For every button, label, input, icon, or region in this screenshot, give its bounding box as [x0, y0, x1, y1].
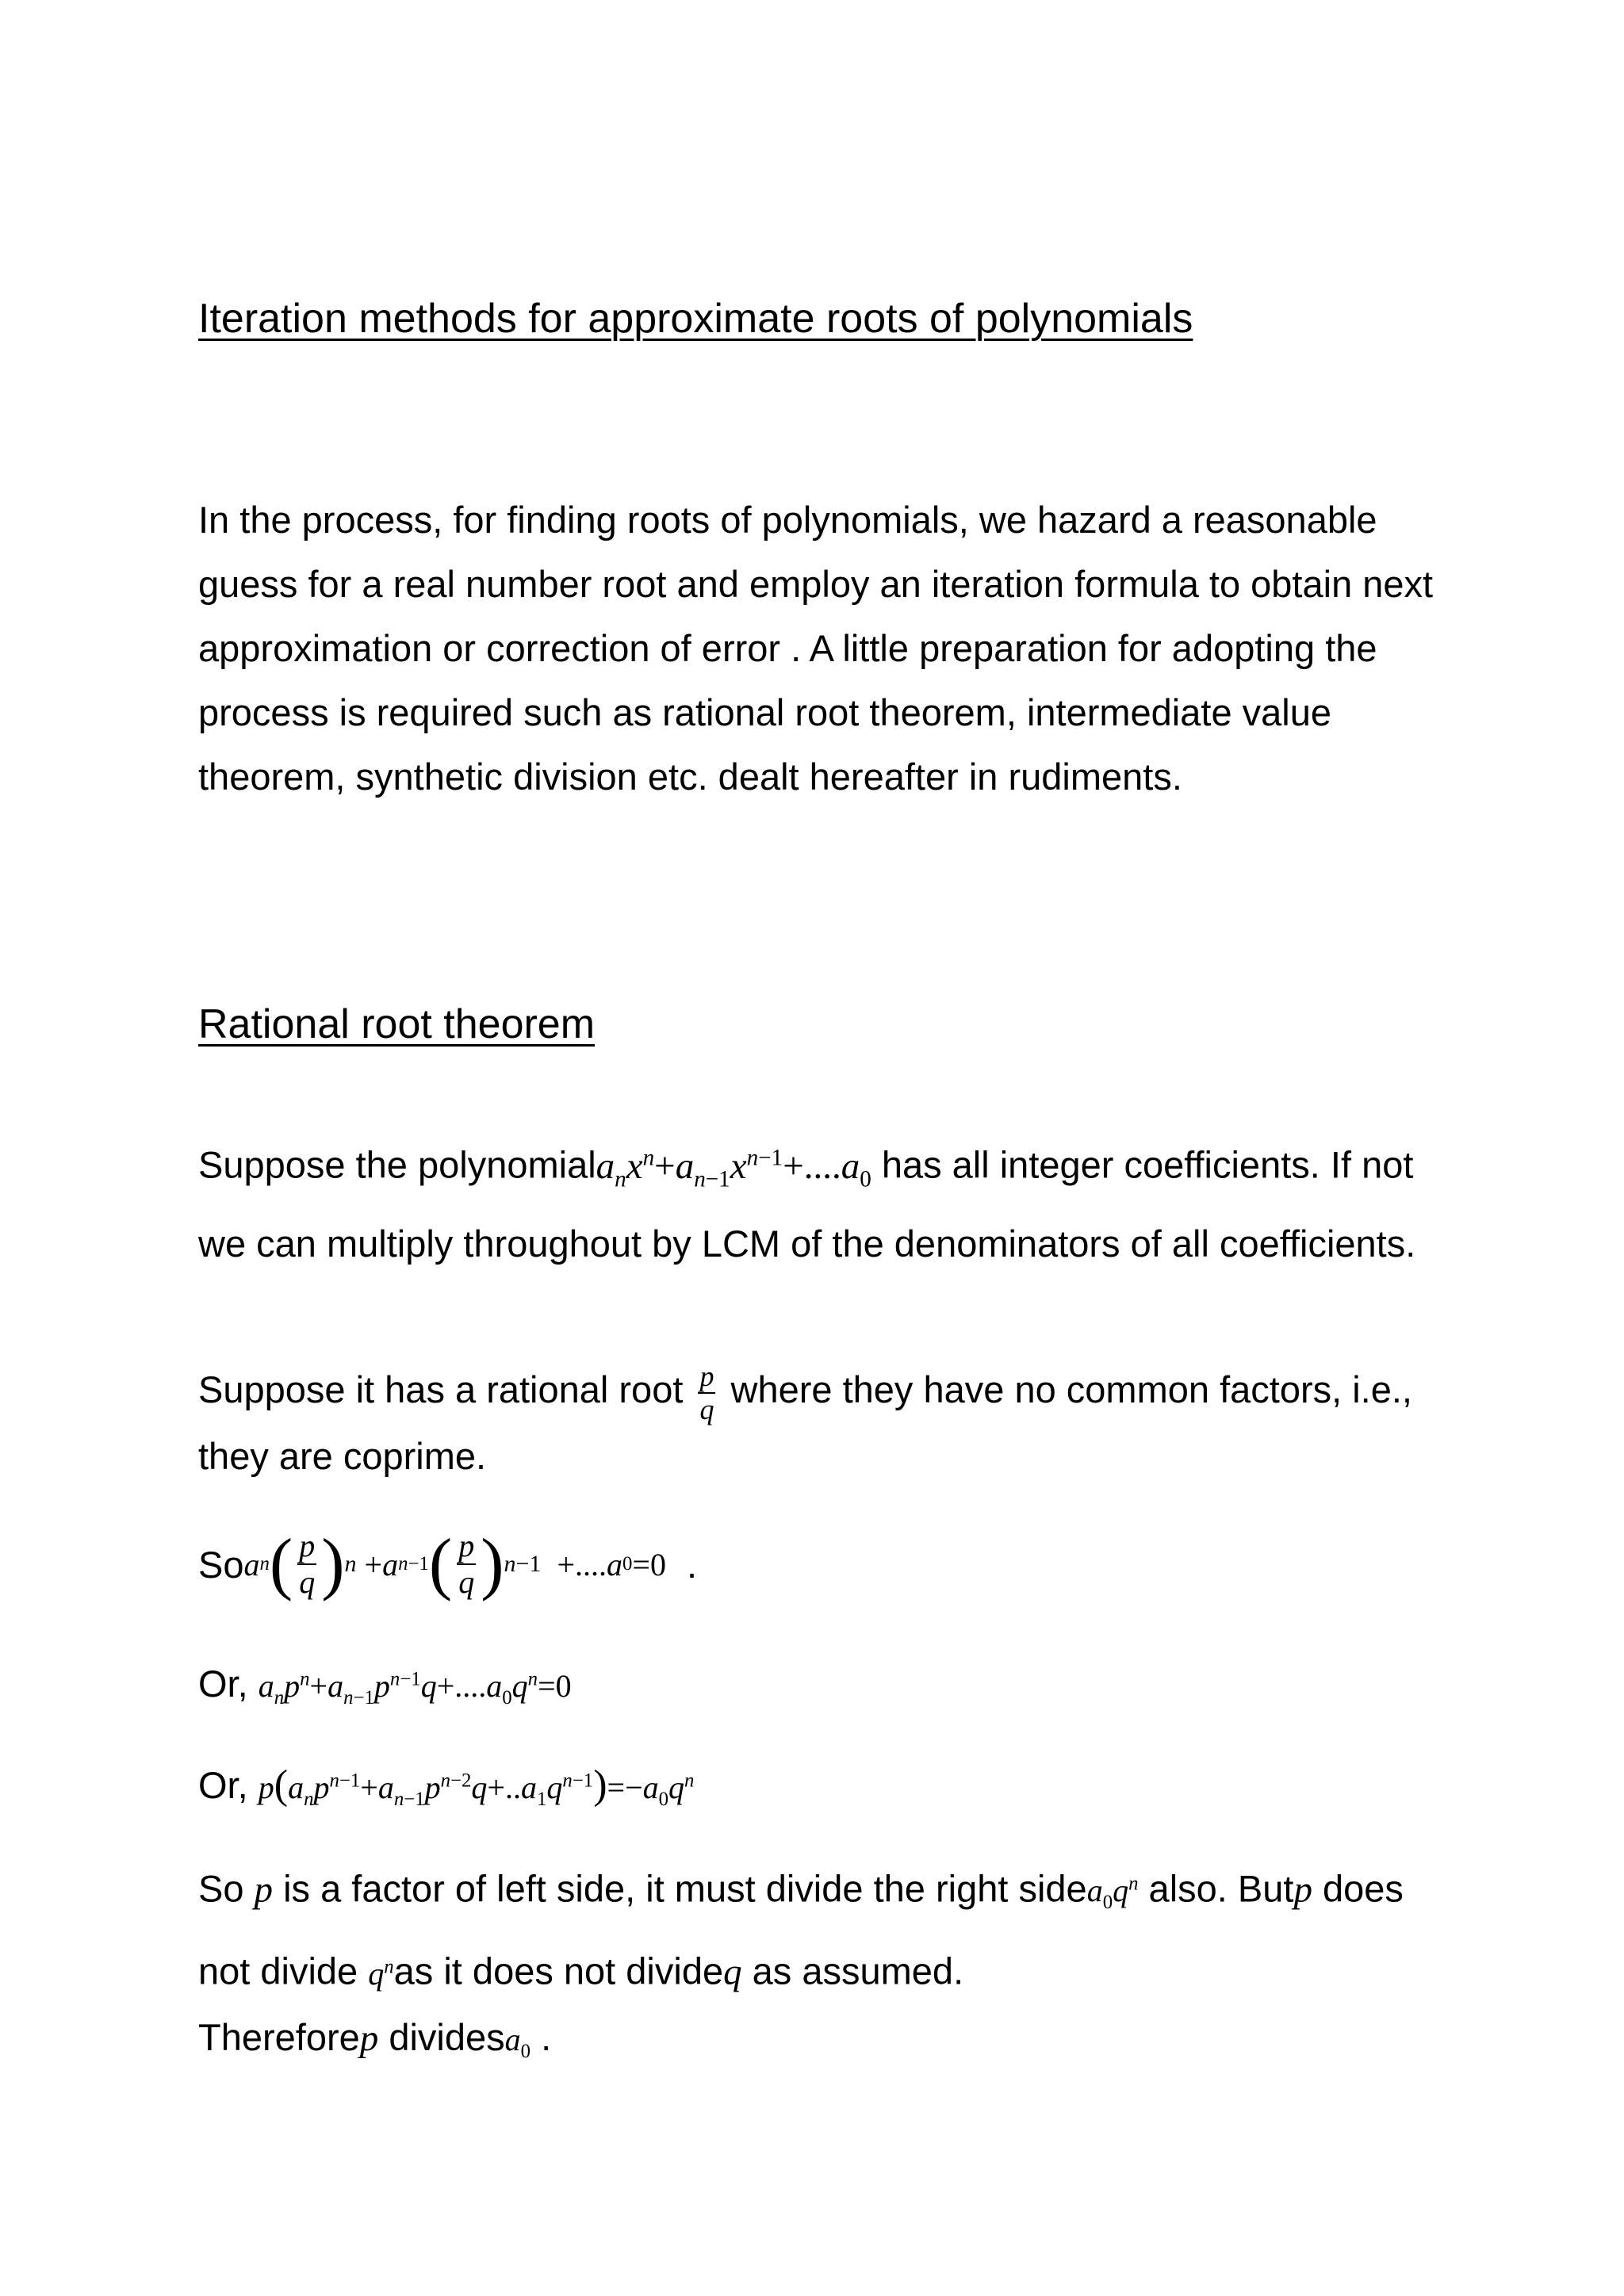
conclusion-text-1: Therefore: [198, 2016, 360, 2058]
equation-or-1: [198, 1662, 572, 1709]
expr-a0: $a_0$: [504, 2022, 531, 2062]
factor-text-4: does not divide: [198, 1867, 1404, 1992]
factor-text-3: also. But: [1138, 1867, 1294, 1910]
conclusion-text-3: .: [530, 2016, 552, 2058]
expr-a0-qn: $a_0q^n$: [1086, 1873, 1139, 1914]
var-p: p: [254, 1869, 274, 1911]
factor-text-6: as assumed.: [741, 1950, 964, 1992]
rational-root-paragraph: [198, 1357, 1451, 1488]
expr-qn: $q^n$: [368, 1955, 394, 1992]
page-title: Iteration methods for approximate roots of polynomials: [198, 296, 1193, 342]
equation-expression-2: $a_np^n+a_{n-1}p^{n-1}q+....a_0q^n=0$: [258, 1668, 572, 1709]
or-label-1: Or,: [198, 1663, 259, 1705]
polynomial-paragraph: [198, 1126, 1451, 1276]
fraction-p-over-q: $\frac{p}{q}$: [699, 1360, 714, 1425]
equation-or-2: [198, 1762, 694, 1811]
equation-expression-1: a n ( $\frac{p}{q}$ ) n + a n−1 ( $\frac{p}{q}$ ) n−1 +.... a 0 =0: [243, 1525, 666, 1602]
conclusion-line: [198, 2015, 551, 2063]
rational-root-text-1: Suppose it has a rational root: [198, 1368, 694, 1410]
var-p-3: p: [359, 2018, 379, 2059]
so-label: So: [198, 1543, 244, 1586]
polynomial-intro-text: Suppose the polynomial: [198, 1143, 596, 1186]
conclusion-text-2: divides: [378, 2016, 505, 2058]
factor-text-1: So: [198, 1867, 255, 1910]
rational-root-text-2: where they have no common factors, i.e., they are coprime.: [198, 1368, 1412, 1477]
section-heading: Rational root theorem: [198, 1001, 596, 1047]
polynomial-expression: $a_nx^n+a_{n-1}x^{n-1}+....a_0$: [596, 1145, 871, 1192]
equation-expression-3: $p(a_np^{n-1}+a_{n-1}p^{n-2}q+..a_1q^{n-1})=-a_0q^n$: [258, 1762, 695, 1810]
equation-so: So a n ( $\frac{p}{q}$ ) n + a n−1 ( $\frac{p}{q}$ ) n−1 +.... a 0 =0 .: [198, 1525, 698, 1602]
var-q: q: [723, 1951, 742, 1993]
factor-text-5: as it does not divide: [393, 1950, 724, 1992]
or-label-2: Or,: [198, 1764, 259, 1806]
intro-paragraph: In the process, for finding roots of polynomials, we hazard a reasonable guess for a real number root and employ an iteration formula to obtain next approximation or correction of error . A little preparation for adopting the process is required such as rational root theorem, intermediate value theorem, synthetic division etc. dealt hereafter in rudiments.: [198, 499, 1434, 798]
polynomial-coefficients-text: has all integer coefficients. If not we can multiply throughout by LCM of the denominators of all coefficients.: [198, 1143, 1416, 1265]
var-p-2: p: [1293, 1869, 1312, 1911]
factor-text-2: is a factor of left side, it must divide the right side: [273, 1867, 1087, 1910]
factor-paragraph: [198, 1852, 1451, 2006]
